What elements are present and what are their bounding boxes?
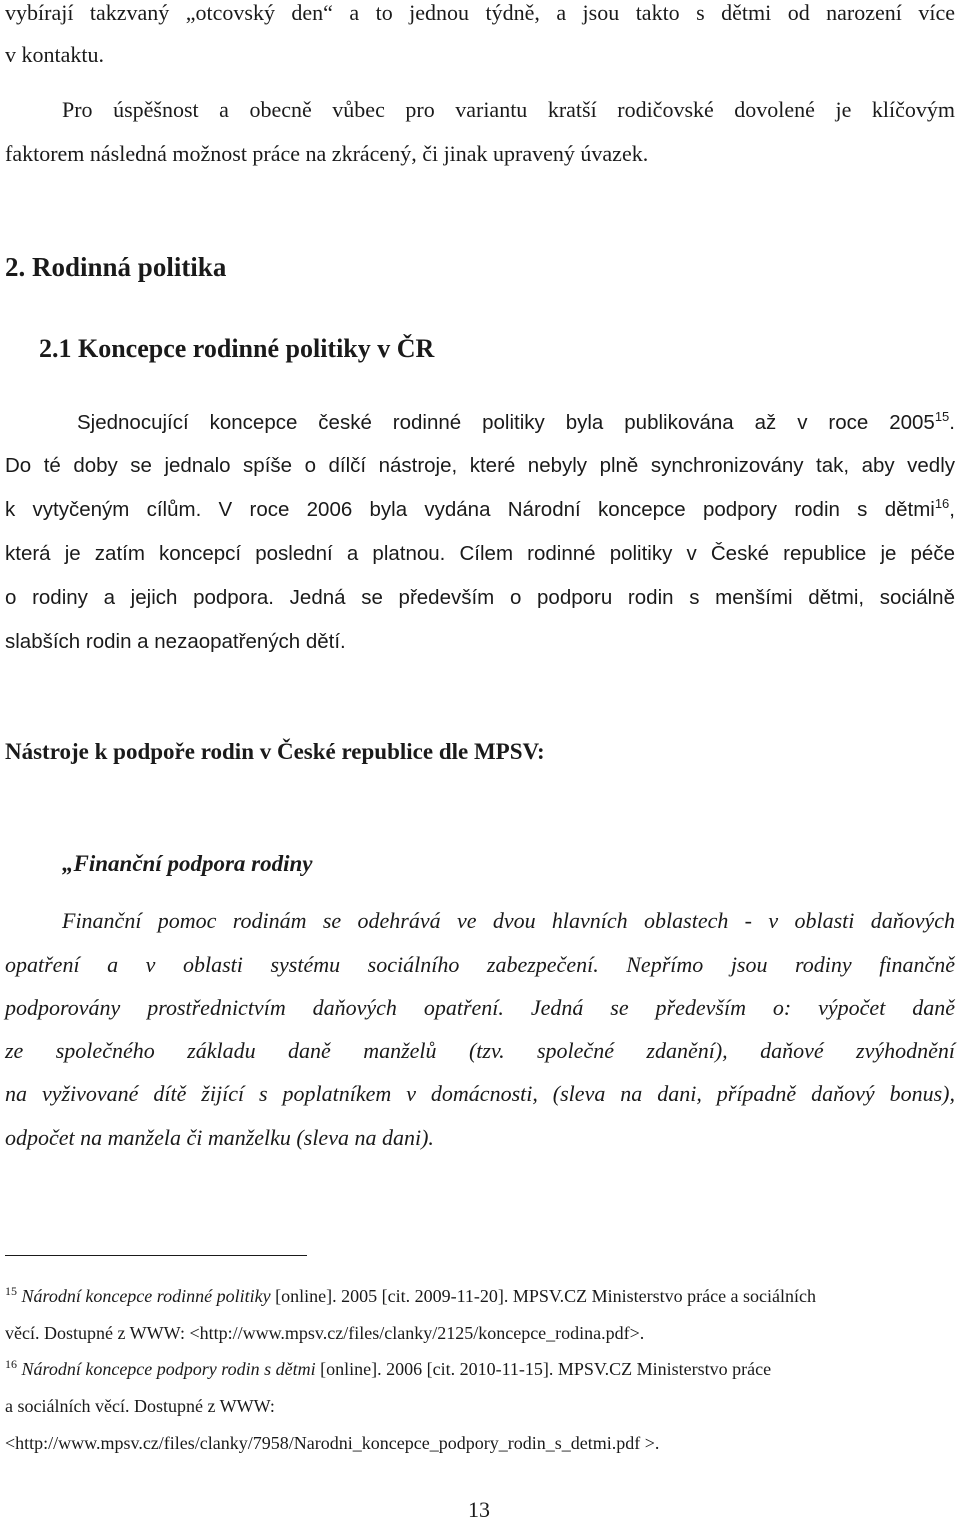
paragraph-line <box>5 497 955 523</box>
page-number: 13 <box>468 1497 490 1522</box>
footnote-title: Národní koncepce podpory rodin s dětmi <box>21 1359 316 1379</box>
text-span: k vytyčeným cílům. V roce 2006 byla vydána Národní koncepce podpory rodin s dětmi <box>5 498 935 521</box>
subsection-heading: 2.1 Koncepce rodinné politiky v ČR <box>39 334 435 363</box>
text-span: , <box>949 498 955 521</box>
paragraph-line: o rodiny a jejich podpora. Jedná se především o podporu rodin s menšími dětmi, sociálně <box>5 586 955 609</box>
footnote-line: <http://www.mpsv.cz/files/clanky/7958/Narodni_koncepce_podpory_rodin_s_detmi.pdf >. <box>5 1433 660 1453</box>
footnote-number: 16 <box>5 1357 17 1371</box>
footnote-title: Národní koncepce rodinné politiky <box>21 1286 271 1306</box>
footnote-15 <box>5 1285 816 1307</box>
paragraph-line: na vyživované dítě žijící s poplatníkem v domácnosti, (sleva na dani, případně daňový bonus), <box>5 1081 955 1106</box>
paragraph-line: odpočet na manžela či manželku (sleva na dani). <box>5 1125 434 1150</box>
paragraph-line: opatření a v oblasti systému sociálního zabezpečení. Nepřímo jsou rodiny finančně <box>5 952 955 977</box>
paragraph-line: Do té doby se jednalo spíše o dílčí nástroje, které nebyly plně synchronizovány tak, aby vedly <box>5 454 955 477</box>
text-span: Sjednocující koncepce české rodinné politiky byla publikována až v roce 2005 <box>77 411 935 434</box>
paragraph-line: ze společného základu daně manželů (tzv. společné zdanění), daňové zvýhodnění <box>5 1038 955 1063</box>
paragraph-line: faktorem následná možnost práce na zkrácený, či jinak upravený úvazek. <box>5 141 649 166</box>
paragraph-line: která je zatím koncepcí poslední a platnou. Cílem rodinné politiky v České republice je péče <box>5 542 955 565</box>
text-span: [online]. 2005 [cit. 2009-11-20]. MPSV.CZ Ministerstvo práce a sociálních <box>270 1286 817 1306</box>
footnote-separator <box>5 1255 307 1256</box>
tools-heading: Nástroje k podpoře rodin v České republice dle MPSV: <box>5 739 545 764</box>
paragraph-line: v kontaktu. <box>5 42 104 67</box>
text-span: . <box>949 411 955 434</box>
paragraph-line: Pro úspěšnost a obecně vůbec pro variantu kratší rodičovské dovolené je klíčovým <box>62 97 955 122</box>
footnote-number: 15 <box>5 1284 17 1298</box>
paragraph-line: vybírají takzvaný „otcovský den“ a to jednou týdně, a jsou takto s dětmi od narození více <box>5 0 955 25</box>
paragraph-line <box>77 410 955 436</box>
footnote-line: a sociálních věcí. Dostupné z WWW: <box>5 1396 275 1416</box>
paragraph-line: slabších rodin a nezaopatřených dětí. <box>5 630 346 653</box>
paragraph-line: podporovány prostřednictvím daňových opatření. Jedná se především o: výpočet daně <box>5 995 955 1020</box>
footnote-ref[interactable]: 15 <box>934 409 950 424</box>
text-span: [online]. 2006 [cit. 2010-11-15]. MPSV.CZ Ministerstvo práce <box>315 1359 772 1379</box>
footnote-16 <box>5 1358 771 1380</box>
section-heading: 2. Rodinná politika <box>5 252 227 282</box>
financial-heading: „Finanční podpora rodiny <box>62 851 313 876</box>
footnote-ref[interactable]: 16 <box>934 496 950 511</box>
footnote-line: věcí. Dostupné z WWW: <http://www.mpsv.cz/files/clanky/2125/koncepce_rodina.pdf>. <box>5 1323 645 1343</box>
paragraph-line: Finanční pomoc rodinám se odehrává ve dvou hlavních oblastech - v oblasti daňových <box>62 908 955 933</box>
